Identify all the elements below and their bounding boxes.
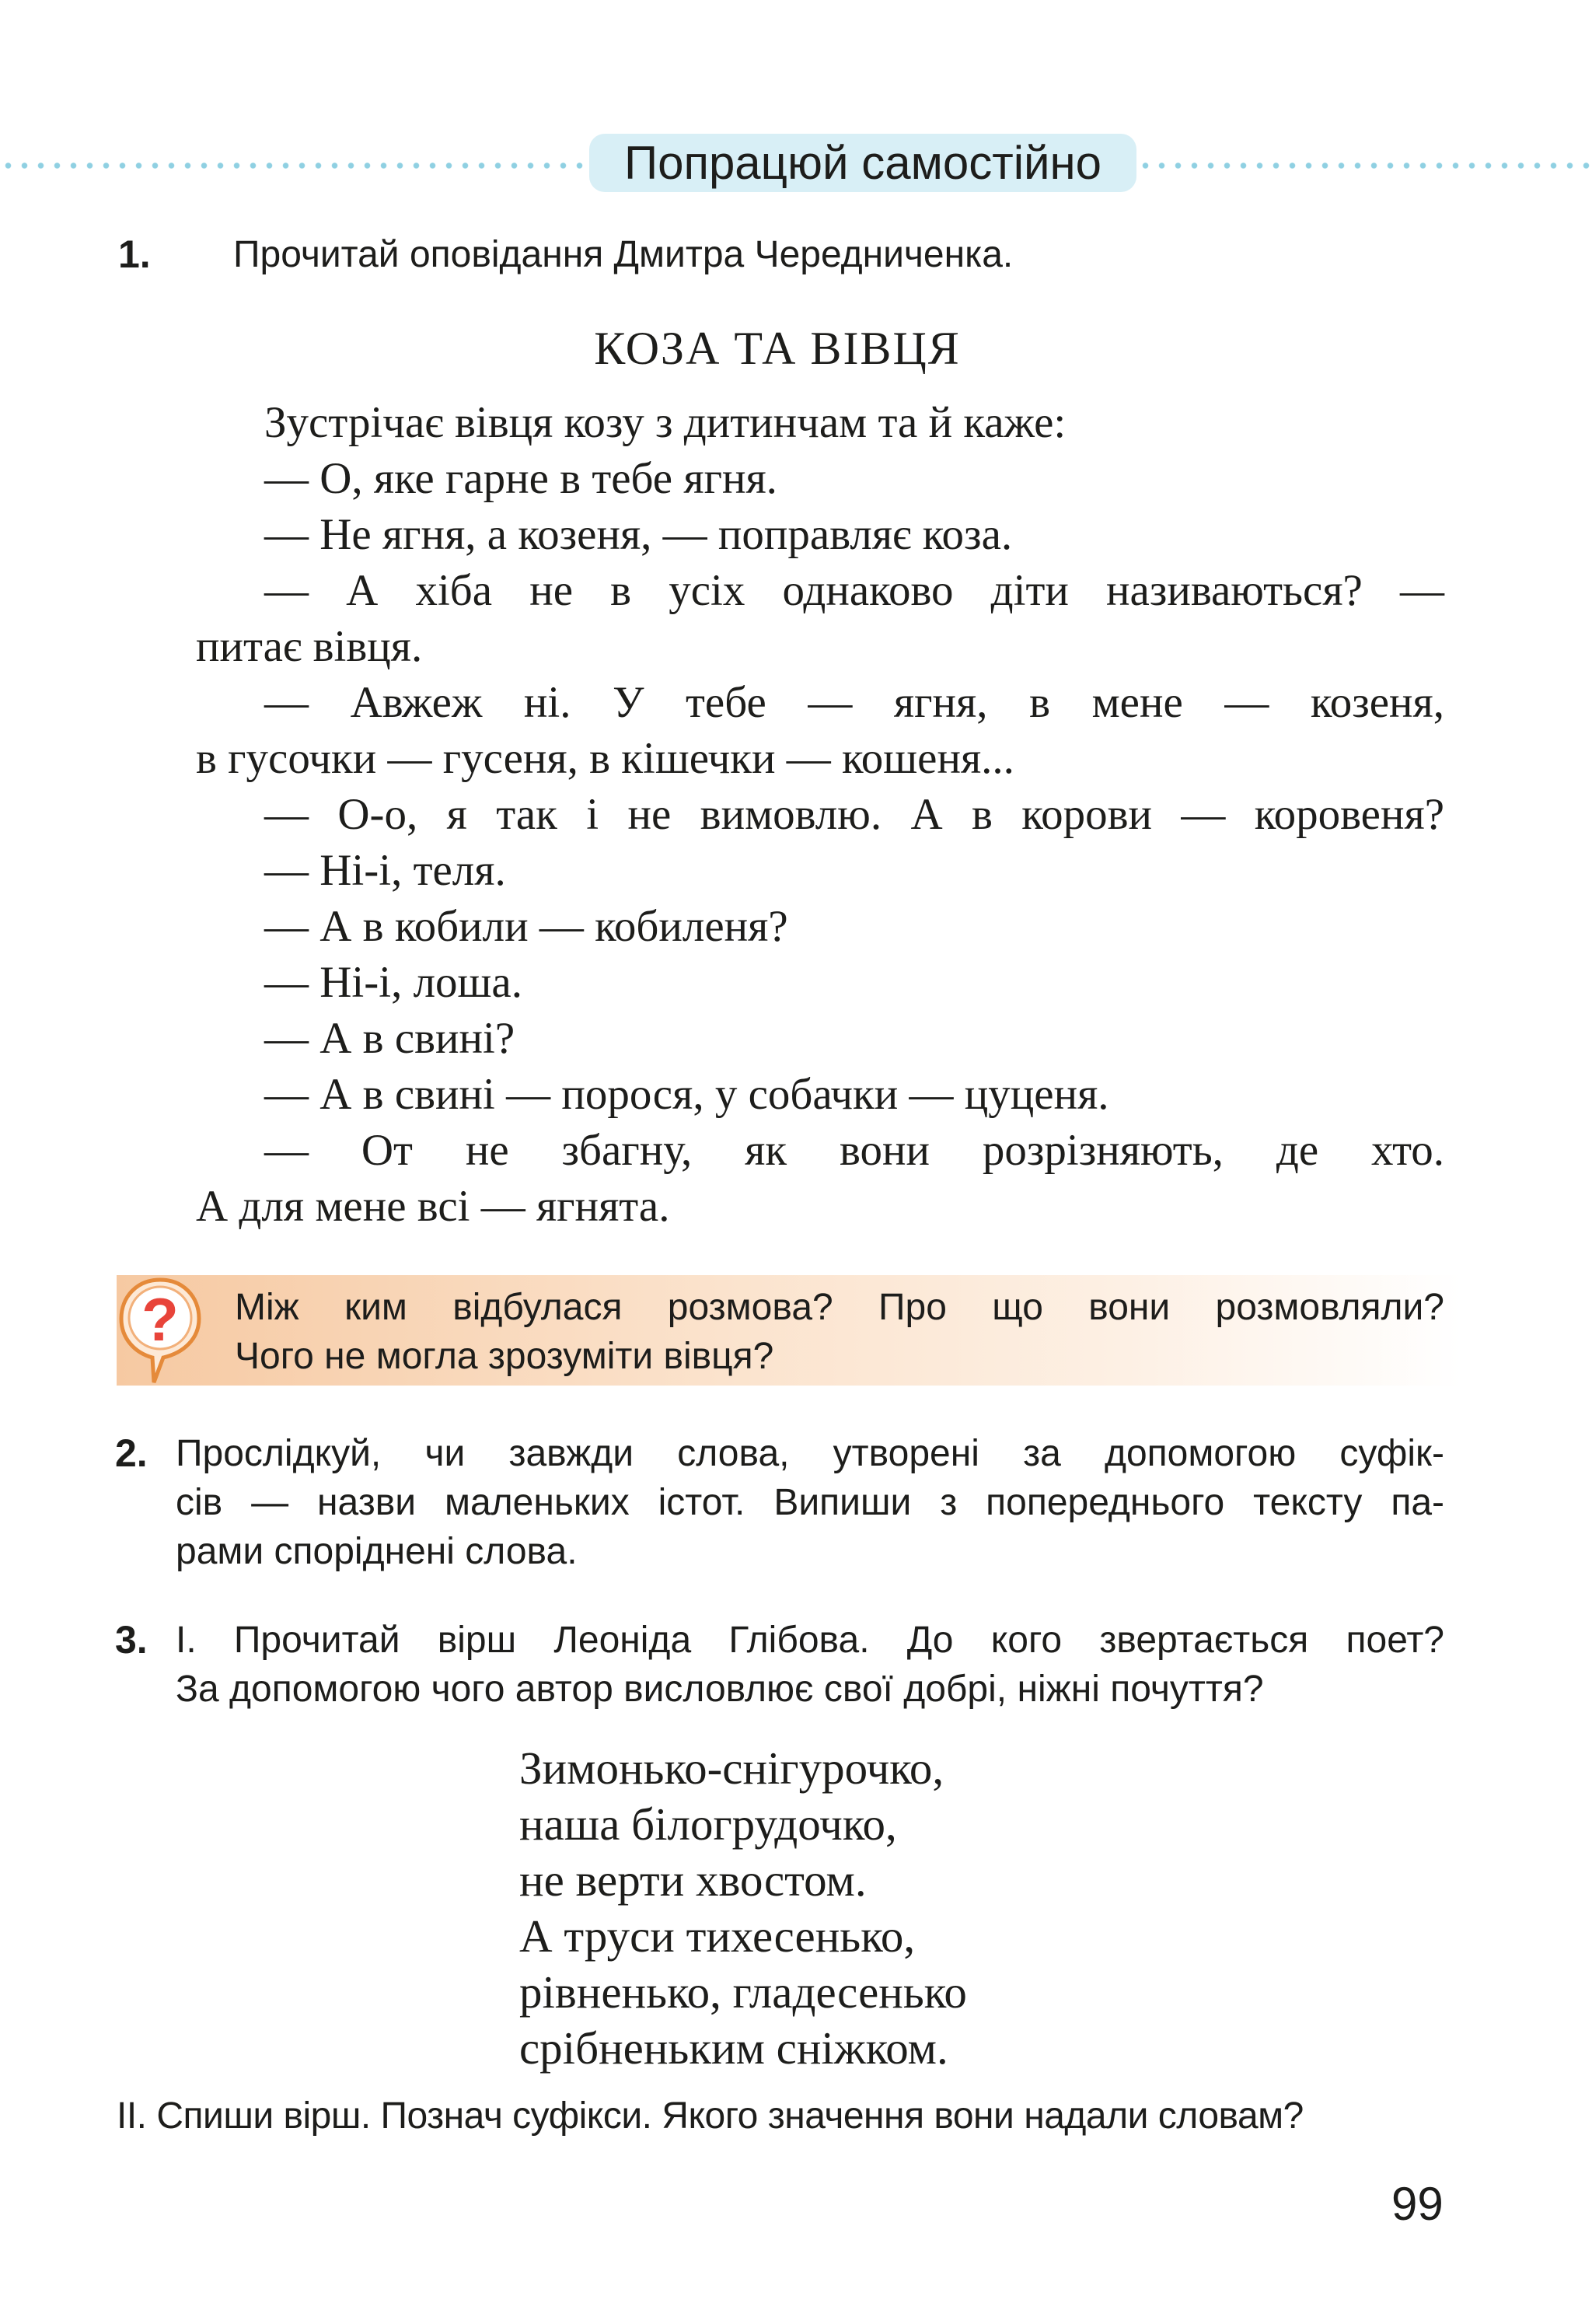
task-1-instruction: Прочитай оповідання Дмитра Чередниченка. <box>233 234 1014 275</box>
story-title: КОЗА ТА ВІВЦЯ <box>594 323 961 374</box>
story-line: — Авжеж ні. У тебе — ягня, в мене — козеня, <box>264 678 1444 727</box>
task-2-line-1: Прослідкуй, чи завжди слова, утворені за допомогою суфік- <box>176 1433 1444 1474</box>
task-1-number: 1. <box>118 232 151 276</box>
section-title: Попрацюй самостійно <box>589 134 1136 192</box>
question-line-2: Чого не могла зрозуміти вівця? <box>235 1336 774 1377</box>
story-line: — О, яке гарне в тебе ягня. <box>264 454 777 503</box>
poem-line: А труси тихесенько, <box>519 1910 916 1962</box>
story-line: Зустрічає вівця козу з дитинчам та й каже: <box>264 398 1067 447</box>
story-line: — Ні-і, теля. <box>264 846 506 895</box>
task-2-number: 2. <box>115 1431 148 1475</box>
story-line: — А в свині? <box>264 1014 515 1063</box>
task-3-part-2: ІІ. Спиши вірш. Познач суфікси. Якого значення вони надали словам? <box>117 2095 1304 2137</box>
page-number: 99 <box>1391 2178 1444 2230</box>
poem-line: наша білогрудочко, <box>519 1798 897 1850</box>
task-2-line-2: сів — назви маленьких істот. Випиши з попереднього тексту па- <box>176 1482 1444 1523</box>
question-line-1: Між ким відбулася розмова? Про що вони розмовляли? <box>235 1287 1444 1328</box>
story-line: А для мене всі — ягнята. <box>196 1182 670 1231</box>
task-2-line-3: рами споріднені слова. <box>176 1531 578 1572</box>
poem-line: рівненько, гладесенько <box>519 1966 967 2018</box>
story-line: — А в кобили — кобиленя? <box>264 902 788 951</box>
poem-line: не верти хвостом. <box>519 1854 867 1906</box>
story-line: — О-о, я так і не вимовлю. А в корови — коровеня? <box>264 790 1444 839</box>
story-line: — А хіба не в усіх однаково діти називаються? — <box>264 566 1444 615</box>
task-3-line-1: І. Прочитай вірш Леоніда Глібова. До кого звертається поет? <box>176 1620 1444 1661</box>
svg-text:?: ? <box>141 1285 179 1354</box>
story-line: — Ні-і, лоша. <box>264 958 522 1007</box>
task-3-line-2: За допомогою чого автор висловлює свої добрі, ніжні почуття? <box>176 1669 1264 1710</box>
header-dots-right <box>1137 159 1592 172</box>
story-line: питає вівця. <box>196 622 423 671</box>
story-line: — От не збагну, як вони розрізняють, де хто. <box>264 1126 1444 1175</box>
poem-line: Зимонько-снігурочко, <box>519 1742 944 1794</box>
story-line: — А в свині — порося, у собачки — цуценя. <box>264 1070 1109 1119</box>
poem-line: срібненьким сніжком. <box>519 2022 948 2074</box>
header-dots-left <box>0 159 587 172</box>
question-mark-icon <box>115 1275 205 1388</box>
story-line: — Не ягня, а козеня, — поправляє коза. <box>264 510 1013 559</box>
task-3-number: 3. <box>115 1618 148 1662</box>
story-line: в гусочки — гусеня, в кішечки — кошеня... <box>196 734 1014 783</box>
